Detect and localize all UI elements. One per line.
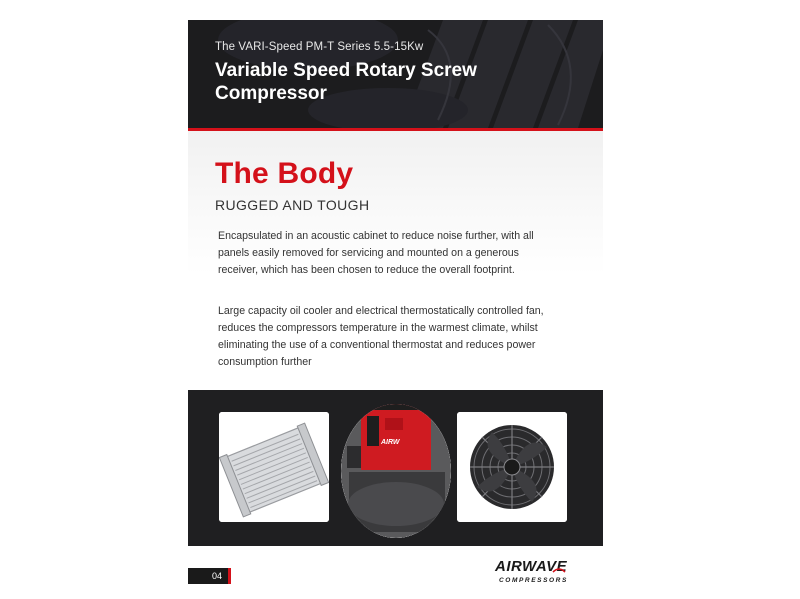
svg-text:AIRW: AIRW xyxy=(381,439,400,446)
header-title: Variable Speed Rotary Screw Compressor xyxy=(215,60,477,104)
compressor-unit-image xyxy=(341,404,451,538)
page-number-accent xyxy=(228,568,231,584)
header-subtitle: The VARI-Speed PM-T Series 5.5-15Kw xyxy=(215,41,424,53)
compressor-unit-card xyxy=(341,404,451,538)
section-subtitle: RUGGED AND TOUGH xyxy=(215,197,370,213)
logo-wordmark: AIRWAVE xyxy=(495,558,568,575)
cooling-fan-card xyxy=(457,412,567,522)
page-footer xyxy=(188,558,603,590)
paragraph-cabinet: Encapsulated in an acoustic cabinet to reduce noise further, with all panels easily removed for servicing and mounted on a generous receiver, which has been chosen to reduce the overall footprint. xyxy=(218,230,534,276)
brochure-page xyxy=(188,20,603,590)
airwave-logo xyxy=(485,558,595,598)
oil-cooler-image xyxy=(219,412,329,522)
content-section xyxy=(188,131,603,391)
section-title: The Body xyxy=(215,157,354,190)
page-number: 04 xyxy=(211,571,222,581)
logo-subtitle: COMPRESSORS xyxy=(499,577,568,584)
cooling-fan-image xyxy=(457,412,567,522)
oil-cooler-card xyxy=(219,412,329,522)
header-banner xyxy=(188,20,603,128)
page-number-tab xyxy=(188,568,228,584)
paragraph-cooler: Large capacity oil cooler and electrical thermostatically controlled fan, reduces the compressors temperature in the warmest climate, whilst eliminating the use of a conventional thermostat and reduces power consumption further xyxy=(218,305,544,368)
image-gallery xyxy=(188,390,603,546)
